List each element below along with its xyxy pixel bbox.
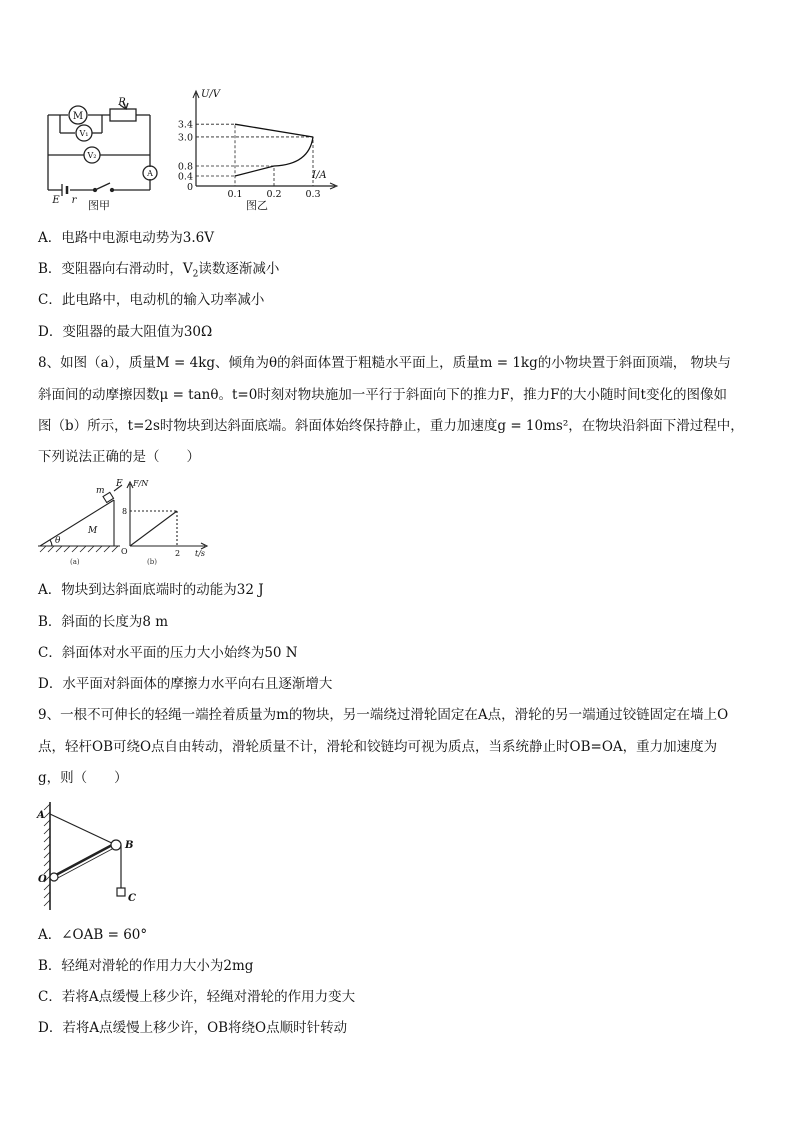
q8-stem-line4: 下列说法正确的是（ ） <box>38 449 200 465</box>
q7-option-b: B．变阻器向右滑动时，$V_2$读数逐渐减小 <box>38 261 280 280</box>
force-label: F <box>116 479 123 489</box>
force-line <box>130 511 177 546</box>
ammeter-label: A <box>147 169 153 178</box>
f-axis-label: F/N <box>133 479 149 488</box>
q9-option-b: B．轻绳对滑轮的作用力大小为2mg <box>38 958 254 974</box>
incline-label: M <box>88 526 98 536</box>
q9-option-d: D．若将A点缓慢上移少许，OB将绕O点顺时针转动 <box>38 1020 348 1036</box>
q8-option-a: A．物块到达斜面底端时的动能为32 J <box>38 582 264 598</box>
v1-label: V₁ <box>79 129 89 138</box>
v2-label: V₂ <box>87 151 97 160</box>
t-tick-2: 2 <box>175 549 181 558</box>
x-tick-0-1: 0.1 <box>227 189 243 200</box>
figure-b-caption: (b) <box>147 558 157 566</box>
q9-option-a: A．∠OAB = 60° <box>38 927 148 943</box>
rope-ab <box>50 814 116 845</box>
mass-label: m <box>96 486 105 496</box>
guide-3-4 <box>196 124 235 186</box>
rod-ob <box>54 844 114 876</box>
q8-stem-line2: 斜面间的动摩擦因数μ = tanθ。t=0时刻对物块施加一平行于斜面向下的推力F，推力F的大小随时间t变化的图像如 <box>38 387 727 403</box>
q8-option-b: B．斜面的长度为8 m <box>38 614 169 630</box>
series-1-line <box>235 124 313 137</box>
y-tick-0-8: 0.8 <box>177 161 193 173</box>
x-axis-label: I/A <box>312 170 327 181</box>
figure-a-caption: (a) <box>70 558 80 566</box>
angle-label: θ <box>55 536 61 546</box>
block-c <box>117 888 125 896</box>
q8-stem-line3: 图（b）所示，t=2s时物块到达斜面底端。斜面体始终保持静止，重力加速度g = 10ms²，在物块沿斜面下滑过程中， <box>38 418 744 434</box>
f-tick-8: 8 <box>122 507 128 516</box>
q7-option-c: C．此电路中，电动机的输入功率减小 <box>38 292 265 308</box>
q8-option-d: D．水平面对斜面体的摩擦力水平向右且逐渐增大 <box>38 676 333 692</box>
q8-option-c: C．斜面体对水平面的压力大小始终为50 N <box>38 645 298 661</box>
graph-caption: 图乙 <box>246 199 268 212</box>
motor-label: M <box>72 111 84 122</box>
incline-figure <box>36 476 126 568</box>
t-axis-label: t/s <box>195 549 206 558</box>
x-tick-0-2: 0.2 <box>266 189 282 200</box>
q8-stem-line1: 8、如图（a），质量M = 4kg、倾角为θ的斜面体置于粗糙水平面上，质量m = 1kg的小物块置于斜面顶端， 物块与 <box>38 355 732 371</box>
point-b-label: B <box>125 840 134 851</box>
point-a-label: A <box>37 810 45 821</box>
resistor-label: R <box>118 97 126 108</box>
y-tick-0-4: 0.4 <box>177 171 193 183</box>
q9-stem-line3: g，则（ ） <box>38 770 128 786</box>
q9-stem-line2: 点，轻杆OB可绕O点自由转动，滑轮质量不计，滑轮和铰链均可视为质点，当系统静止时OB=OA，重力加速度为 <box>38 739 718 755</box>
circuit-caption: 图甲 <box>88 199 110 212</box>
origin-label: O <box>121 547 128 556</box>
force-time-graph <box>115 476 215 568</box>
emf-label: E <box>52 195 60 206</box>
internal-resistance-label: r <box>71 195 77 206</box>
q9-option-c: C．若将A点缓慢上移少许，轻绳对滑轮的作用力变大 <box>38 989 356 1005</box>
x-tick-0-3: 0.3 <box>305 189 321 200</box>
q7-option-d: D．变阻器的最大阻值为30Ω <box>38 324 213 340</box>
point-c-label: C <box>128 893 136 904</box>
q7-option-a: A．电路中电源电动势为3.6V <box>38 230 214 246</box>
pulley-figure <box>36 800 146 915</box>
pulley-b <box>111 840 121 850</box>
ui-graph <box>170 85 345 200</box>
y-tick-3-0: 3.0 <box>177 132 193 144</box>
origin-label: 0 <box>186 182 193 193</box>
y-axis-label: U/V <box>201 89 221 100</box>
hinge-o <box>50 873 58 881</box>
y-tick-3-4: 3.4 <box>177 119 193 131</box>
q9-stem-line1: 9、一根不可伸长的轻绳一端拴着质量为m的物块，另一端绕过滑轮固定在A点，滑轮的另一端通过铰链固定在墙上O <box>38 707 729 723</box>
point-o-label: O <box>38 874 47 885</box>
